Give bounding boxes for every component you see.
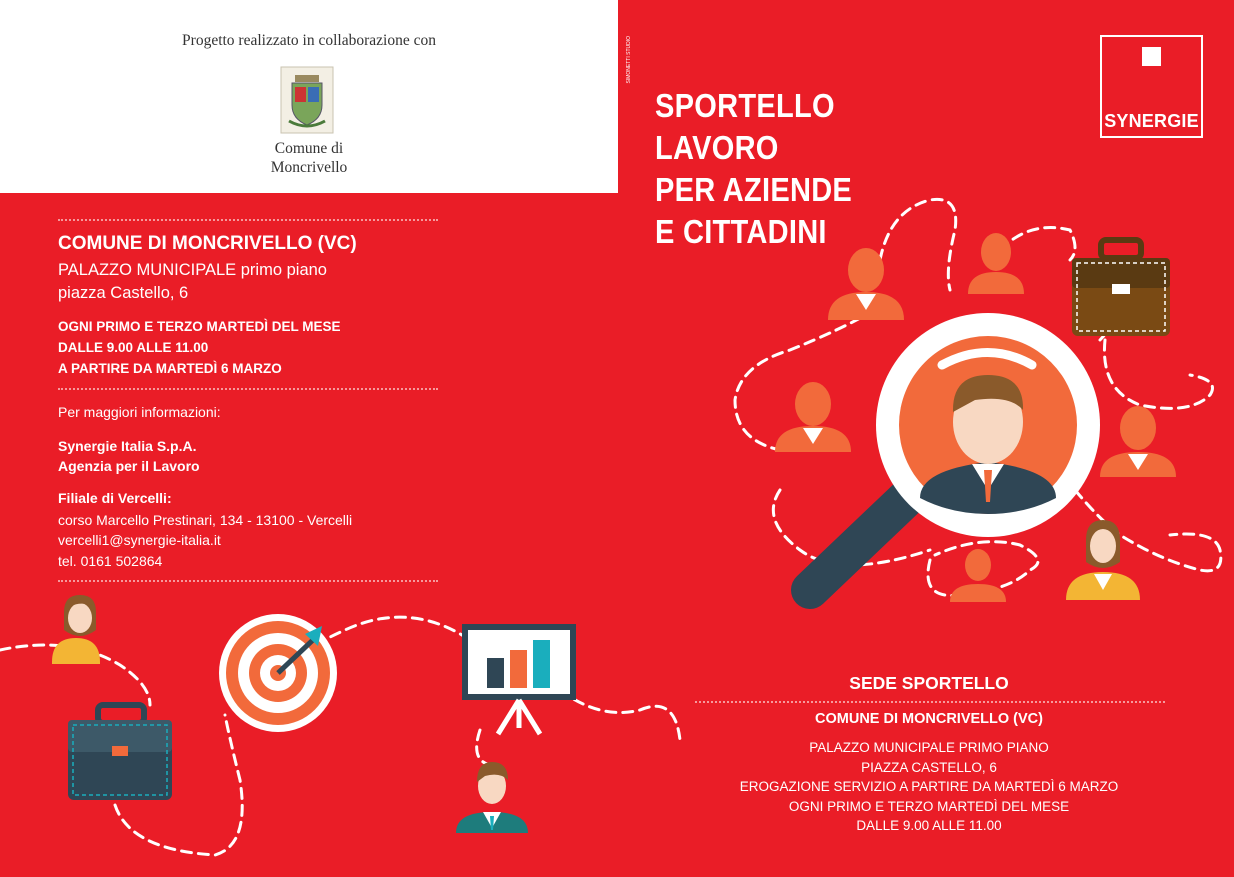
chart-board-icon [462,624,576,734]
divider [58,219,438,221]
vertical-credit: SIMONETTI STUDIO [626,36,632,84]
address-line1: PALAZZO MUNICIPALE primo piano [58,261,327,279]
sede-line5: DALLE 9.00 ALLE 11.00 [856,818,1002,833]
man-avatar-icon [456,762,528,833]
sede-line2: PIAZZA CASTELLO, 6 [861,759,997,775]
sede-location: COMUNE DI MONCRIVELLO (VC) [815,711,1043,727]
branch-email[interactable]: vercelli1@synergie-italia.it [58,532,221,548]
divider [58,388,438,390]
title-line3: PER AZIENDE [655,171,853,208]
sede-line3: EROGAZIONE SERVIZIO A PARTIRE DA MARTEDÌ 6 MARZO [739,779,1119,794]
schedule-line1: OGNI PRIMO E TERZO MARTEDÌ DEL MESE [58,319,341,334]
target-icon [219,614,337,732]
title-line4: E CITTADINI [655,213,827,250]
branch-address: corso Marcello Prestinari, 134 - 13100 - Vercelli [58,512,353,528]
municipality-crest-icon [281,67,333,133]
brand-square-icon [1142,47,1161,66]
title-line1: SPORTELLO [655,87,835,124]
address-line2: piazza Castello, 6 [58,284,189,302]
briefcase-icon [68,705,172,800]
company-line2: Agenzia per il Lavoro [58,458,200,474]
left-illustration [0,590,690,877]
sede-details [700,738,1158,836]
woman-avatar-icon [1066,520,1140,600]
company-line1: Synergie Italia S.p.A. [58,438,197,454]
person-icon [1100,406,1176,477]
location-title: COMUNE DI MONCRIVELLO (VC) [58,233,357,254]
municipality-line2: Moncrivello [270,159,348,176]
collab-text: Progetto realizzato in collaborazione con [182,32,436,49]
municipality-name [0,139,618,177]
divider [695,701,1165,703]
person-icon [950,549,1006,602]
brand-name: SYNERGIE [1104,111,1199,131]
sede-line1: PALAZZO MUNICIPALE PRIMO PIANO [809,740,1049,755]
branch-label: Filiale di Vercelli: [58,490,172,506]
schedule-line2: DALLE 9.00 ALLE 11.00 [58,340,209,355]
schedule-line3: A PARTIRE DA MARTEDÌ 6 MARZO [58,361,282,376]
municipality-line1: Comune di [274,140,344,157]
woman-avatar-icon [52,595,100,664]
branch-phone[interactable]: tel. 0161 502864 [58,553,163,569]
person-icon [828,248,904,320]
person-icon [968,233,1024,294]
divider [58,580,438,582]
sede-line4: OGNI PRIMO E TERZO MARTEDÌ DEL MESE [788,798,1070,814]
briefcase-icon [1072,240,1170,336]
title-line2: LAVORO [655,129,779,166]
info-label: Per maggiori informazioni: [58,404,221,420]
sede-title: SEDE SPORTELLO [849,673,1009,693]
person-icon [775,382,851,452]
right-illustration [720,190,1234,620]
